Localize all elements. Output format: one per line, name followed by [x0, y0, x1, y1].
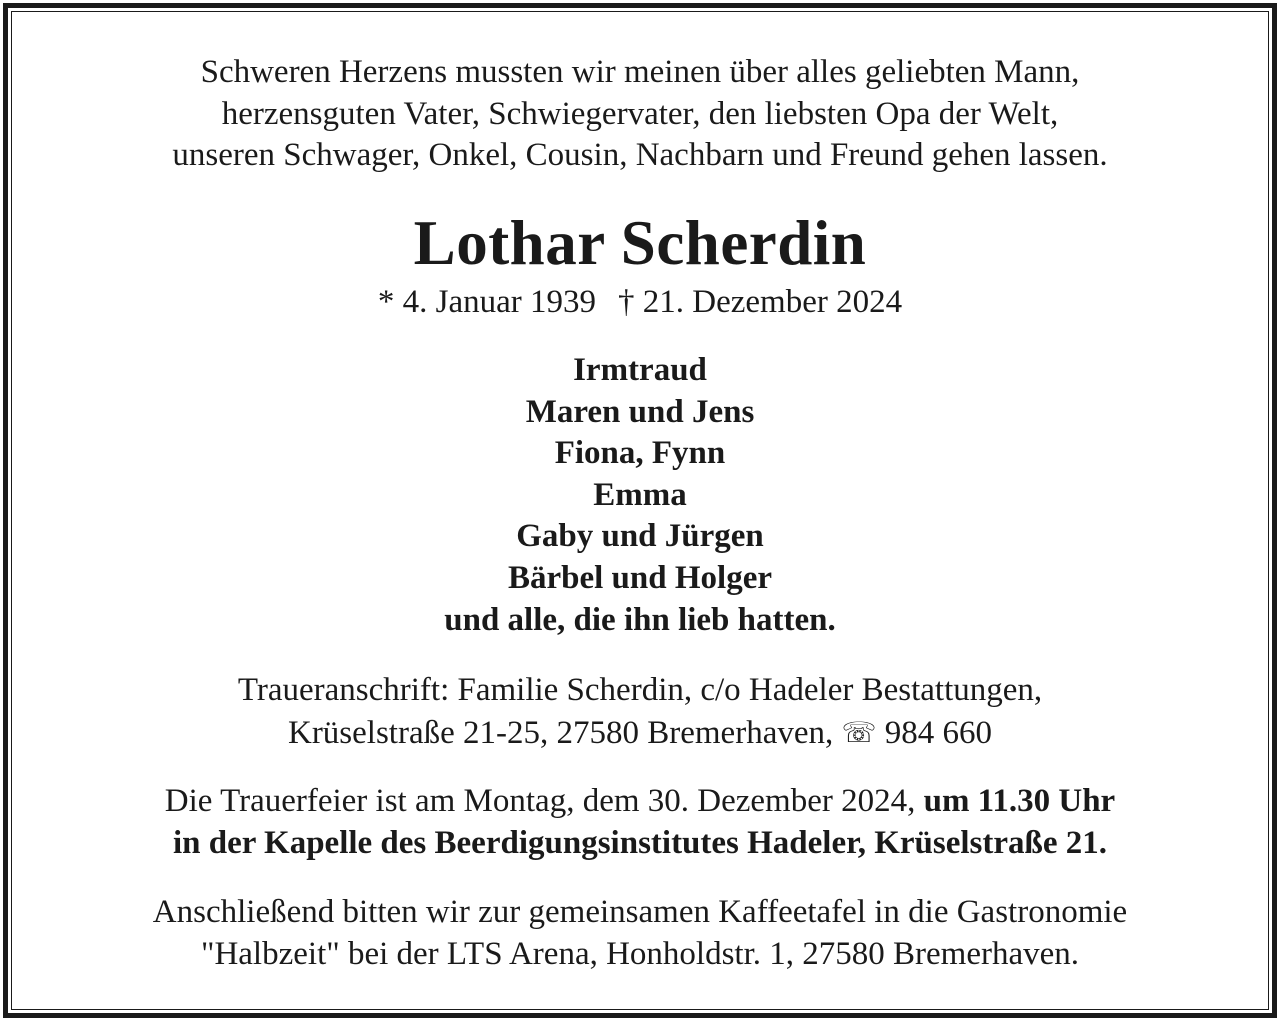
death-date: † 21. Dezember 2024 — [618, 284, 903, 320]
reception-info — [0, 892, 1280, 975]
service-location-text: in der Kapelle des Beerdigungsinstitutes Hadeler, Krüselstraße 21. — [172, 824, 1108, 861]
reception-line: "Halbzeit" bei der LTS Arena, Honholdstr. 1, 27580 Bremerhaven. — [200, 935, 1080, 972]
mourner-entry: Irmtraud — [573, 352, 707, 388]
mourning-address — [0, 670, 1280, 754]
intro-text — [0, 52, 1280, 177]
mourner-entry: Bärbel und Holger — [507, 559, 773, 596]
intro-line: herzensguten Vater, Schwiegervater, den liebsten Opa der Welt, — [221, 95, 1059, 132]
address-line — [0, 712, 1280, 755]
deceased-name: Lothar Scherdin — [413, 208, 867, 278]
mourner-entry: Emma — [593, 476, 687, 513]
reception-line: Anschließend bitten wir zur gemeinsamen Kaffeetafel in die Gastronomie — [152, 894, 1128, 930]
mourners-list — [0, 350, 1280, 641]
address-street: Krüselstraße 21-25, 27580 Bremerhaven, — [287, 714, 834, 751]
phone-number: 984 660 — [884, 714, 993, 751]
intro-line: unseren Schwager, Onkel, Cousin, Nachbarn und Freund gehen lassen. — [172, 137, 1108, 173]
mourner-entry: Fiona, Fynn — [554, 435, 726, 472]
service-location — [0, 823, 1280, 865]
service-time: um 11.30 Uhr — [923, 783, 1116, 819]
mourner-entry: Maren und Jens — [525, 393, 755, 430]
intro-line: Schweren Herzens mussten wir meinen über alles geliebten Mann, — [200, 54, 1080, 90]
birth-date: * 4. Januar 1939 — [377, 284, 597, 320]
telephone-icon: ☏ — [841, 715, 877, 749]
address-line: Traueranschrift: Familie Scherdin, c/o Hadeler Bestattungen, — [237, 672, 1043, 708]
life-dates — [0, 282, 1280, 322]
mourner-entry: Gaby und Jürgen — [516, 518, 764, 555]
service-line — [0, 781, 1280, 823]
funeral-service-info — [0, 781, 1280, 864]
mourner-entry: und alle, die ihn lieb hatten. — [444, 601, 836, 638]
service-date: Die Trauerfeier ist am Montag, dem 30. Dezember 2024, — [164, 783, 916, 819]
